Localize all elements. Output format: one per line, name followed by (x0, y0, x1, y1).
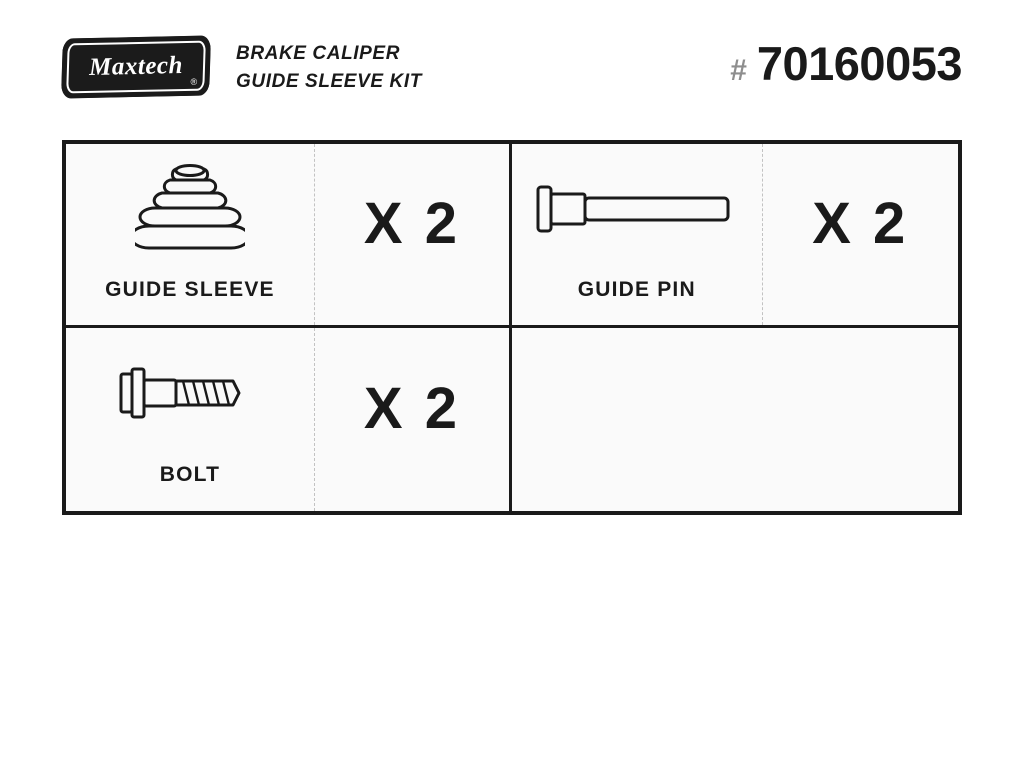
part-number-block (730, 36, 962, 91)
part-illustration-pane (66, 328, 315, 512)
parts-table-cell-empty (512, 328, 958, 512)
parts-table-cell (66, 144, 512, 328)
part-quantity: X 2 (812, 190, 909, 256)
part-illustration-pane (66, 144, 315, 325)
part-label: GUIDE PIN (577, 278, 696, 302)
guide-pin-icon (532, 160, 742, 264)
part-label: GUIDE SLEEVE (105, 278, 275, 302)
part-quantity: X 2 (363, 375, 460, 441)
part-quantity-pane (315, 144, 509, 325)
rubber-bellows-boot-icon (135, 160, 245, 264)
part-quantity-pane (315, 328, 509, 512)
part-illustration-pane-empty (512, 328, 958, 512)
flange-bolt-icon (115, 345, 265, 449)
page-title-line-2: GUIDE SLEEVE KIT (236, 70, 422, 92)
page-title-line-1: BRAKE CALIPER (236, 43, 401, 64)
sheet-header (0, 0, 1024, 130)
page-title (236, 40, 422, 95)
parts-table-cell (66, 328, 512, 512)
parts-table (62, 140, 962, 515)
part-label: BOLT (159, 463, 221, 487)
brand-logo-badge (61, 35, 211, 98)
part-quantity-pane (763, 144, 958, 325)
hash-icon: # (730, 54, 747, 87)
part-quantity: X 2 (363, 190, 460, 256)
brand-name: Maxtech (88, 52, 184, 81)
part-number-value: 70160053 (756, 37, 962, 90)
registered-trademark-icon: ® (190, 76, 198, 87)
parts-table-cell (512, 144, 958, 328)
part-illustration-pane (512, 144, 763, 325)
